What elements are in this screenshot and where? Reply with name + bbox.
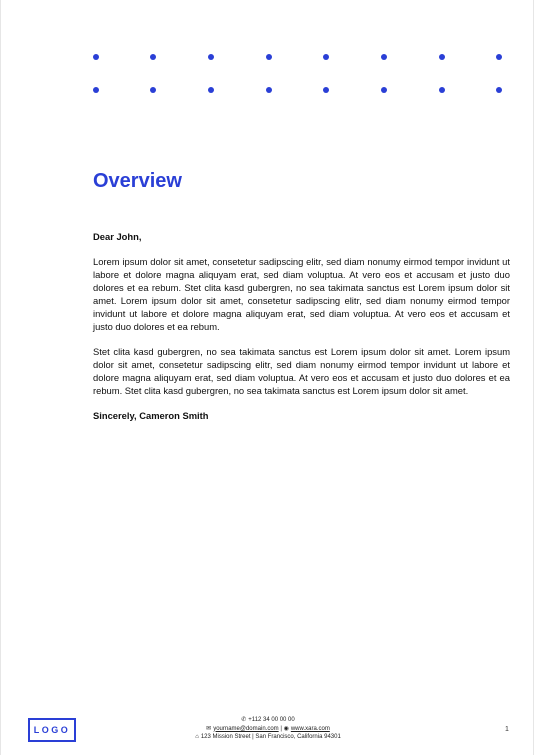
letter-greeting: Dear John, <box>93 231 142 242</box>
decorative-dot <box>208 54 214 60</box>
decorative-dot <box>266 54 272 60</box>
footer-phone: +112 34 00 00 00 <box>248 717 295 723</box>
page-title: Overview <box>93 170 182 192</box>
decorative-dot <box>323 54 329 60</box>
decorative-dot <box>150 87 156 93</box>
letter-paragraph: Lorem ipsum dolor sit amet, consetetur sadipscing elitr, sed diam nonumy eirmod tempor invidunt ut labore et dolore magna aliquyam erat, sed diam voluptua. At vero eos et accusam et justo duo dolores et ea rebum. Stet clita kasd gubergren, no sea takimata sanctus est Lorem ipsum dolor sit amet. Lorem ipsum dolor sit amet, consetetur sadipscing elitr, sed diam nonumy eirmod tempor invidunt ut labore et dolore magna aliquyam erat, sed diam voluptua. At vero eos et accusam et justo duo dolores et ea rebum. <box>93 256 510 332</box>
footer-website-link[interactable]: www.xara.com <box>290 725 330 732</box>
decorative-dot <box>439 54 445 60</box>
footer-contact <box>168 716 368 742</box>
decorative-dot <box>496 54 502 60</box>
decorative-dot <box>439 87 445 93</box>
logo: LOGO <box>28 718 76 742</box>
decorative-dot <box>150 54 156 60</box>
phone-icon: ✆ <box>241 717 247 723</box>
letter-closing: Sincerely, Cameron Smith <box>93 410 209 421</box>
footer-phone-line <box>168 716 368 725</box>
letter-paragraph: Stet clita kasd gubergren, no sea takimata sanctus est Lorem ipsum dolor sit amet. Lorem ipsum dolor sit amet, consetetur sadipscing elitr, sed diam nonumy eirmod tempor invidunt ut labore et dolore magna aliquyam erat, sed diam voluptua. At vero eos et accusam et justo duo dolores et ea rebum. Stet clita kasd gubergren, no sea takimata sanctus est Lorem ipsum dolor sit amet. <box>93 346 510 396</box>
home-icon: ⌂ <box>195 734 199 741</box>
decorative-dot <box>93 87 99 93</box>
decorative-dot <box>93 54 99 60</box>
decorative-dot-grid <box>1 0 534 110</box>
globe-icon: ◉ <box>283 725 289 732</box>
footer-address-line <box>168 733 368 742</box>
decorative-dot <box>496 87 502 93</box>
decorative-dot <box>381 54 387 60</box>
decorative-dot <box>381 87 387 93</box>
footer-separator: | <box>280 725 282 732</box>
footer-email-line <box>168 725 368 734</box>
footer-address: 123 Mission Street | San Francisco, California 94301 <box>200 734 341 741</box>
page-number: 1 <box>505 726 509 733</box>
envelope-icon: ✉ <box>206 725 212 732</box>
decorative-dot <box>208 87 214 93</box>
decorative-dot <box>323 87 329 93</box>
footer-email-link[interactable]: yourname@domain.com <box>213 725 279 732</box>
letter-body <box>93 230 510 434</box>
decorative-dot <box>266 87 272 93</box>
